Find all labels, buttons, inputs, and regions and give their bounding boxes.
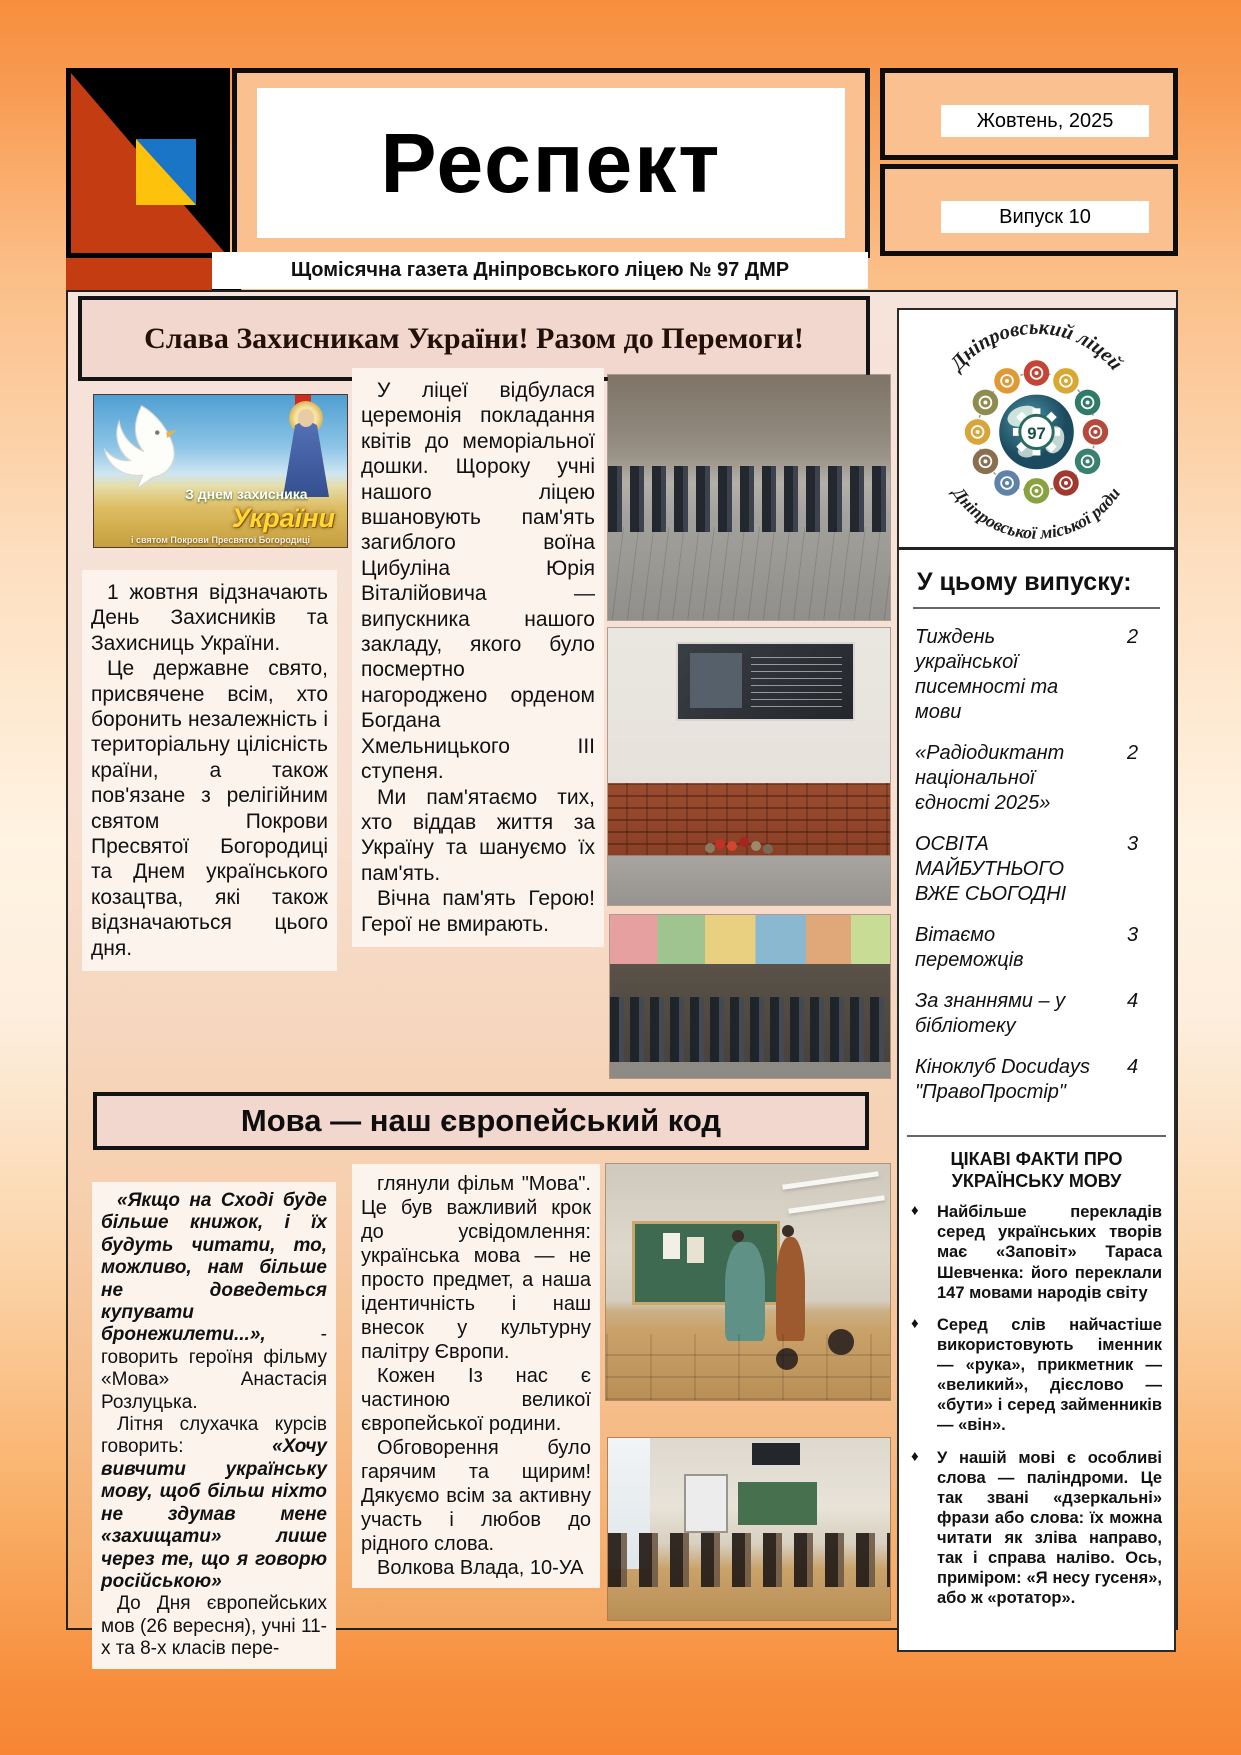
photo-memorial-plaque [608,628,890,905]
toc-item-label: «Радіодиктант національної єдності 2025» [915,742,1065,814]
paragraph: 1 жовтня відзначають День Захисників та Захисниць України. [91,581,328,655]
photo-classroom-presentation [606,1164,890,1400]
emblem-arc-top: Дніпровський ліцей [946,316,1127,375]
diamond-bullet-icon: ♦ [911,1314,919,1332]
issue-date: Жовтень, 2025 [941,105,1149,137]
toc-item-page: 3 [1126,833,1139,855]
toc-item-page: 4 [1126,1056,1139,1078]
teacher-figure [725,1242,765,1341]
toc-item-label: За знаннями – у бібліотеку [915,990,1066,1037]
newspaper-logo [66,68,230,258]
memorial-plaque [676,642,855,721]
quote-lead: Літня слухачка курсів говорить: [101,1414,327,1458]
toc-item [915,923,1162,973]
fact-item [899,1315,1174,1436]
newspaper-subtitle: Щомісячна газета Дніпровського ліцею № 97 ДМР [212,252,868,289]
emblem-number: 97 [1027,423,1046,443]
article1-column1 [82,570,337,971]
quote-paragraph [101,1190,327,1414]
photo-students-outdoors [608,375,890,620]
toc-item-page: 4 [1126,990,1139,1012]
article1-column2 [352,368,604,947]
date-box [880,68,1178,160]
facts-title: ЦІКАВІ ФАКТИ ПРО УКРАЇНСЬКУ МОВУ [950,1149,1123,1191]
table-of-contents [899,609,1174,1125]
quote-text: «Якщо на Сході буде більше книжок, і їх будуть читати, то, можливо, нам більше не доведеться купувати бронежилети...», [101,1190,327,1346]
quote-paragraph [101,1414,327,1593]
toc-item [915,625,1162,725]
sidebar [897,308,1176,1652]
card-text-line2: України [231,502,335,533]
article2-headline: Мова — наш європейський код [93,1092,869,1150]
issue-box [880,164,1178,256]
paragraph: Обговорення було гарячим та щирим! Дякуємо всім за активну участь і любов до рідного слова. [361,1437,591,1555]
masthead-title-box [232,68,870,258]
school-emblem [899,310,1174,550]
fact-text: Найбільше перекладів серед українських творів має «Заповіт» Тараса Шевченка: його переклали 147 мовами народів світу [937,1203,1162,1302]
paragraph: До Дня європейських мов (26 вересня), учні 11-х та 8-х класів пере- [101,1593,327,1660]
toc-title: У цьому випуску: [913,560,1160,609]
logo-ukraine-square [136,139,196,205]
students [608,1533,890,1588]
mary-figure [277,401,335,497]
gear-97 [1013,408,1060,455]
tv-screen [752,1443,800,1465]
paragraph: Вічна пам'ять Герою! Герої не вмирають. [361,887,595,936]
flowers [715,839,725,849]
paragraph: Це державне свято, присвячене всім, хто боронить незалежність і територіальну цілісність країни, а також пов'язане з релігійним святом Покрови Пресвятої Богородиці та Днем українського козацтва, які також відзначаються цього дня. [91,657,328,960]
quote-text: «Хочу вивчити українську мову, щоб більш ніхто не здумав мене «захищати» лише через те, що я говорю російською» [101,1436,327,1592]
card-text-line3: і святом Покрови Пресвятої Богородиці [130,535,311,545]
projector-screen [684,1474,727,1533]
greeting-card-image [93,394,348,548]
article2-column1 [92,1182,336,1669]
paragraph: У ліцеї відбулася церемонія покладання квітів до меморіальної дошки. Щороку учні нашого ліцею вшановують пам'ять загиблого воїна Цибуліна Юрія Віталійовича — випускника нашого закладу, якого було посмертно нагороджено орденом Богдана Хмельницького III ступеня. [361,379,595,784]
card-text-line1: З днем захисника [185,486,308,503]
logo-yellow-triangle [136,139,196,205]
fact-item [899,1448,1174,1609]
teacher-figure [776,1237,804,1341]
paragraph: Волкова Влада, 10-УА [377,1557,584,1579]
diamond-bullet-icon: ♦ [911,1202,919,1220]
paragraph: глянули фільм "Мова". Це був важливий крок до усвідомлення: українська мова — не просто предмет, а наша ідентичність і наш внесок у культурну палітру Європи. [361,1173,591,1363]
toc-item-label: Кіноклуб Docudays "ПравоПростір" [915,1056,1091,1103]
photo-classroom-students [608,1438,890,1620]
toc-item-page: 2 [1126,626,1139,648]
fact-text: Серед слів найчастіше використовують іменник — «рука», прикметник — «великий», дієслово — «бути» і серед займенників — «він». [937,1315,1162,1435]
fact-text: У нашій мові є особливі слова — паліндроми. Це так звані «дзеркальні» фрази або слова: їх можна читати як зліва направо, так і справа наліво. Ось, приміром: «Я несу гусеня», або ж «ротатор». [937,1448,1162,1608]
newspaper-title: Респект [257,88,845,238]
fact-item [899,1202,1174,1303]
blackboard [738,1482,817,1526]
toc-item-label: ОСВІТА МАЙБУТНЬОГО ВЖЕ СЬОГОДНІ [915,833,1067,905]
emblem-arc-bottom: Дніпровської міської ради [948,483,1125,540]
issue-number: Випуск 10 [941,201,1149,233]
toc-item-label: Тиждень української писемності та мови [915,626,1059,723]
article2-column2 [352,1164,600,1588]
quote-attribution: - говорить героїня фільму «Мова» Анастасія Розлуцька. [101,1324,327,1413]
article1-headline: Слава Захисникам України! Разом до Перемоги! [78,296,870,381]
photo-students-porch [610,915,890,1078]
divider [907,1135,1166,1137]
toc-item-label: Вітаємо переможців [915,924,1024,971]
toc-item [915,1055,1162,1105]
paragraph: Кожен Із нас є частиною великої європейської родини. [361,1365,591,1435]
toc-item-page: 3 [1126,924,1139,946]
diamond-bullet-icon: ♦ [911,1447,919,1465]
facts-list [899,1202,1174,1608]
toc-item [915,989,1162,1039]
paragraph: Ми пам'ятаємо тих, хто віддав життя за Україну та шануємо їх пам'ять. [361,785,595,885]
toc-item [915,741,1162,816]
toc-item [915,832,1162,907]
toc-item-page: 2 [1126,742,1139,764]
